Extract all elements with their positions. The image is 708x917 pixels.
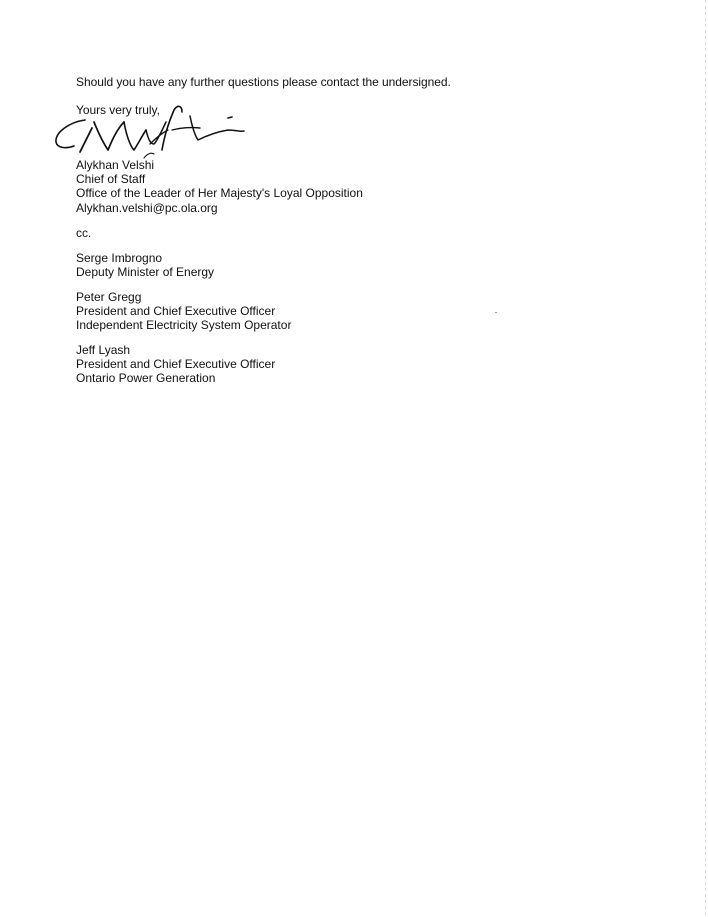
cc-recipient-title: President and Chief Executive Officer bbox=[76, 304, 276, 319]
signatory-block bbox=[76, 158, 363, 215]
signatory-name: Alykhan Velshi bbox=[76, 158, 155, 172]
signatory-email: Alykhan.velshi@pc.ola.org bbox=[76, 200, 218, 215]
cc-recipient bbox=[76, 343, 275, 386]
cc-recipient-name: Jeff Lyash bbox=[76, 343, 131, 357]
cc-recipient-name: Serge Imbrogno bbox=[76, 251, 163, 265]
cc-recipient bbox=[76, 290, 291, 333]
signatory-office: Office of the Leader of Her Majesty's Loyal Opposition bbox=[76, 186, 363, 201]
cc-recipient-name: Peter Gregg bbox=[76, 290, 142, 304]
scan-edge bbox=[705, 0, 706, 917]
cc-label: cc. bbox=[76, 226, 92, 240]
cc-recipient-organization: Ontario Power Generation bbox=[76, 371, 216, 386]
scan-speck bbox=[495, 312, 497, 313]
cc-recipient-title: Deputy Minister of Energy bbox=[76, 265, 215, 280]
cc-recipient-organization: Independent Electricity System Operator bbox=[76, 318, 292, 333]
signatory-title: Chief of Staff bbox=[76, 172, 146, 187]
handwritten-signature bbox=[50, 100, 250, 160]
closing-sentence: Should you have any further questions please contact the undersigned. bbox=[76, 75, 451, 89]
cc-recipient-title: President and Chief Executive Officer bbox=[76, 357, 276, 372]
cc-recipient bbox=[76, 251, 214, 279]
valediction: Yours very truly, bbox=[76, 103, 160, 117]
